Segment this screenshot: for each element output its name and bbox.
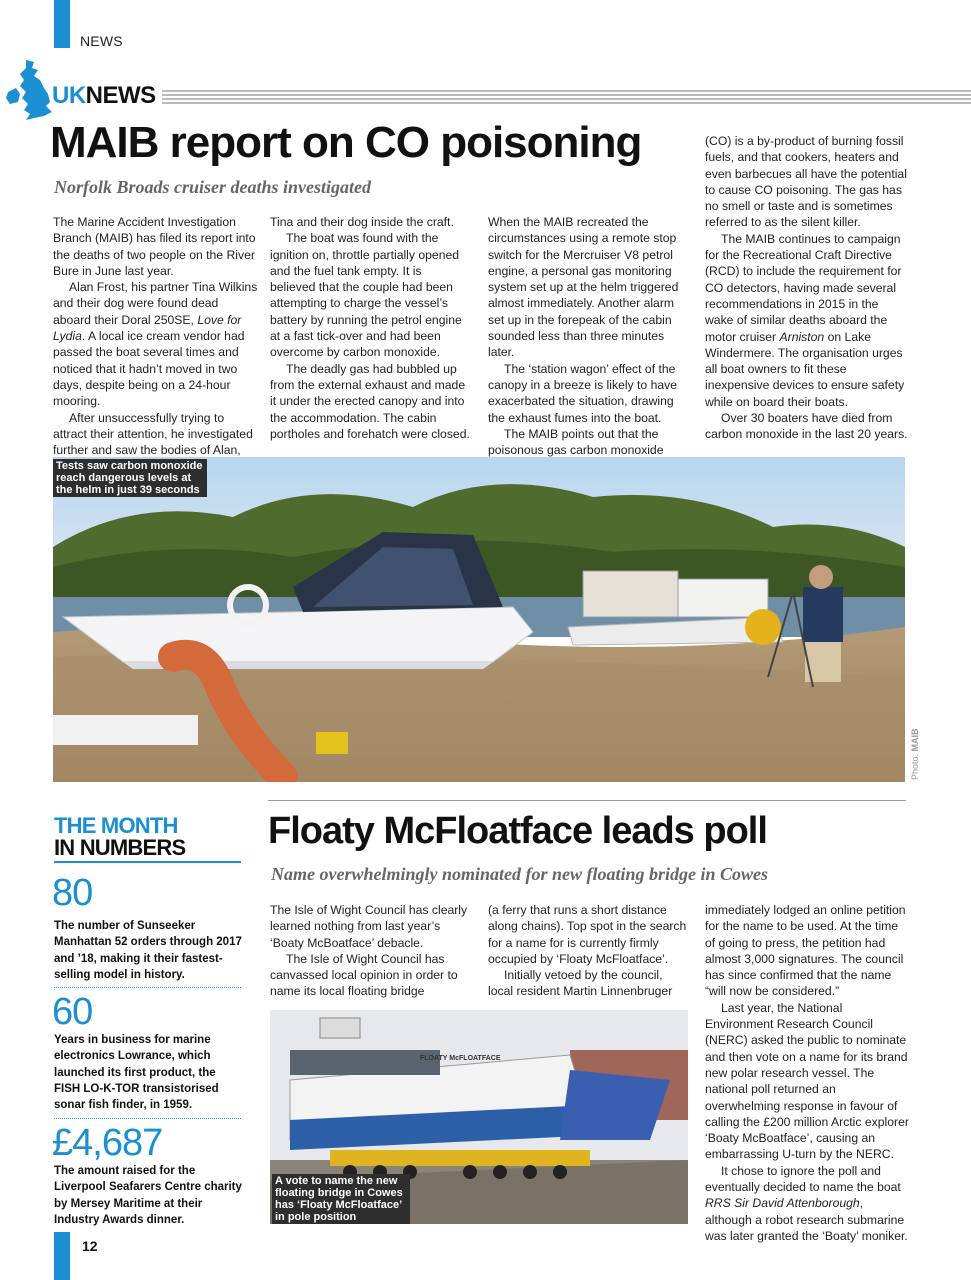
article1-col1-p2-pre: Alan Frost, his partner Tina Wilkins and their dog were found dead aboard their Doral 250SE, [53,280,258,327]
article2-col3 [705,902,910,1244]
article1-col1-p3: After unsuccessfully trying to attract their attention, he investigated further and saw the bodies of Alan, [53,410,253,458]
brand-news: NEWS [85,82,156,109]
month-title-rule [54,861,241,863]
article1-col4-p3: Over 30 boaters have died from carbon monoxide in the last 20 years. [705,411,908,442]
article1-col3-p2: The ‘station wagon’ effect of the canopy in a breeze is likely to have exacerbated the situation, drawing the exhaust fumes into the boat. [488,361,678,425]
section-label: NEWS [80,33,123,49]
maib-test-photo-illustration [53,457,905,782]
article2-col1-p2: The Isle of Wight Council has canvassed local opinion in order to name its local floating bridge [270,951,458,999]
article1-col3-p3: The MAIB points out that the poisonous gas carbon monoxide [488,426,664,458]
article2-col3-p2: Last year, the National Environment Research Council (NERC) asked the public to nominate and then vote on a name for its brand new polar research vessel. The national poll returned an overwhelming response in favour of calling the £200 million Arctic explorer ‘Boaty McBoatface’, causing an embarrassing U-turn by the NERC. [705,1000,909,1162]
article1-col4-p2-post: on Lake Windermere. The organisation urges all boat owners to fit these inexpensive devices to ensure safety while on board their boats. [705,329,905,409]
month-title-line1: THE MONTH [54,813,178,838]
section-divider [268,800,906,801]
stat-separator-1 [54,987,241,988]
article2-col2 [488,902,688,1000]
header-rule [162,90,971,112]
article1-col2 [270,214,470,442]
ship-name-attenborough: RRS Sir David Attenborough [705,1196,860,1211]
article1-col1-p2-post: . A local ice cream vendor had passed the boat several times and noticed that it hadn’t moved in two days, despite being on a 24-hour mooring. [53,329,245,409]
stat-desc-3: The amount raised for the Liverpool Seafarers Centre charity by Mersey Maritime at their Industry Awards dinner. [54,1165,242,1226]
article1-standfirst: Norfolk Broads cruiser deaths investigated [54,177,372,197]
accent-bar-top [54,0,70,48]
brand-uk: UK [52,82,86,109]
article2-col2-p1: (a ferry that runs a short distance along chains). Top spot in the search for a name for is currently firmly occupied by ‘Floaty McFloatface’. [488,903,687,966]
maib-test-photo [53,457,905,782]
accent-bar-bottom [54,1232,70,1280]
stat-number-2: 60 [52,991,93,1033]
article1-col3 [488,214,693,458]
article1-col2-p2: The boat was found with the ignition on, throttle partially opened and the fuel tank empty. It is believed that the couple had been attempting to charge the vessel’s battery by running the petrol engine at a fast tick-over and had been overcome by carbon monoxide. [270,231,462,360]
article2-col3-p3 [705,1163,910,1244]
article1-col1-p1: The Marine Accident Investigation Branch (MAIB) has filed its report into the deaths of two people on the River Bure in June last year. [53,215,256,278]
article2-headline: Floaty McFloatface leads poll [268,810,767,852]
stat-number-3: £4,687 [52,1122,163,1164]
photo-credit-label: Photo: [910,751,920,780]
photo-credit [910,728,920,780]
boat-name-arniston: Arniston [779,329,825,344]
uk-map-icon [4,58,56,124]
article2-col2-p2: Initially vetoed by the council, local resident Martin Linnenbruger [488,968,673,999]
photo-credit-name: MAIB [910,728,920,752]
stat-desc-2: Years in business for marine electronics Lowrance, which launched its first product, the FISH LO-K-TOR transistorised sonar fish finder, in 1959. [54,1034,219,1112]
article2-col3-p3-post: , although a robot research submarine was later granted the ‘Boaty’ moniker. [705,1196,908,1243]
stat-number-1: 80 [52,872,93,914]
article1-col4 [705,133,910,443]
article2-col1-p1: The Isle of Wight Council has clearly learned nothing from last year’s ‘Boaty McBoatface’ debacle. [270,903,468,950]
maib-photo-caption: Tests saw carbon monoxide reach dangerous levels at the helm in just 39 seconds [53,459,207,497]
article2-col3-p1: immediately lodged an online petition for the name to be used. At the time of going to press, the petition had almost 3,000 signatures. The council has since confirmed that the name “will now be considered.” [705,903,906,999]
article1-col3-p1: When the MAIB recreated the circumstances using a remote stop switch for the Mercruiser V8 petrol engine, a personal gas monitoring system set up at the helm triggered almost immediately. Another alarm set up in the forepeak of the cabin sounded less than three minutes later. [488,215,679,360]
article1-col4-p2-pre: The MAIB continues to campaign for the Recreational Craft Directive (RCD) to include the requirement for CO detectors, having made several recommendations in 2015 in the wake of similar deaths aboard the motor cruiser [705,231,902,344]
article1-col2-p1: Tina and their dog inside the craft. [270,215,454,229]
article1-col4-p1: (CO) is a by-product of burning fossil fuels, and that cookers, heaters and even barbecues all have the potential to cause CO poisoning. The gas has no smell or taste and is sometimes referred to as the silent killer. [705,134,907,230]
article1-col4-p2 [705,231,910,410]
article1-col2-p3: The deadly gas had bubbled up from the external exhaust and made it under the erected canopy and into the accommodation. The cabin portholes and forehatch were closed. [270,361,470,441]
article2-col1 [270,902,470,1000]
article1-col1-p2 [53,279,258,409]
stat-desc-1: The number of Sunseeker Manhattan 52 orders through 2017 and ’18, making it their fastest-selling model in history. [54,920,242,981]
stat-separator-2 [54,1118,241,1119]
article2-col3-p3-pre: It chose to ignore the poll and eventually decided to name the boat [705,1163,901,1195]
article1-col1 [53,214,258,458]
page-number: 12 [82,1238,98,1254]
article2-standfirst: Name overwhelmingly nominated for new floating bridge in Cowes [271,864,769,884]
boat-name-love-for-lydia: Love for Lydia [53,312,242,344]
month-title-line2: IN NUMBERS [54,835,186,860]
uk-news-brand [52,82,156,110]
floating-bridge-caption: A vote to name the new floating bridge in Cowes has ‘Floaty McFloatface’ in pole position [272,1174,410,1224]
ferry-sign: FLOATY McFLOATFACE [420,1055,501,1062]
article1-headline: MAIB report on CO poisoning [50,118,642,167]
month-in-numbers-title [54,815,185,859]
